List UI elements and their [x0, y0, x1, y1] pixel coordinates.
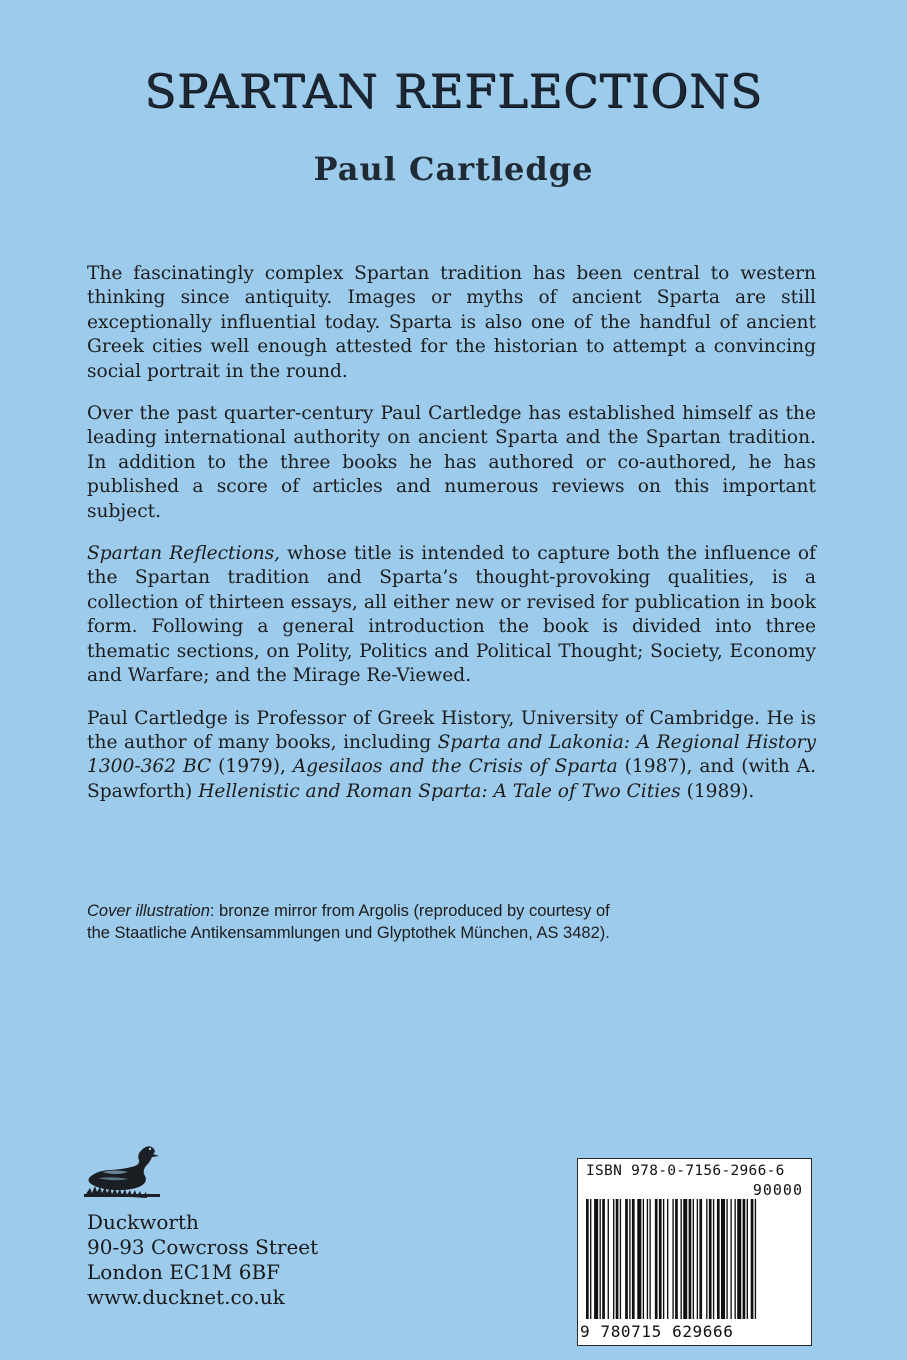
- book-author: Paul Cartledge: [313, 150, 594, 188]
- isbn-number: ISBN 978-0-7156-2966-6: [586, 1163, 785, 1179]
- blurb-paragraph-1: The fascinatingly complex Spartan tradition has been central to western thinking since antiquity. Images or myths of ancient Sparta are still exceptionally influential today. Sparta is also one of the handful of ancient Greek cities well enough attested for the historian to attempt a convincing social portrait in the round.: [87, 263, 816, 382]
- barcode-bar: [730, 1199, 731, 1319]
- barcode-bars: [584, 1199, 804, 1319]
- bio-text-a: Paul Cartledge is Professor of Greek History, University of Cambridge. He is the author of many books, including: [87, 707, 816, 753]
- barcode-bar: [659, 1199, 662, 1319]
- bio-text-e: (1987), and (with A. Spawforth): [87, 756, 817, 802]
- book-ref-hellenistic-roman: Hellenistic and Roman Sparta: A Tale of Two Cities: [198, 780, 681, 802]
- barcode-bar: [726, 1199, 727, 1319]
- barcode-bar: [735, 1199, 736, 1319]
- barcode-bar: [672, 1199, 673, 1319]
- book-title: SPARTAN REFLECTIONS: [144, 64, 763, 118]
- barcode-bar: [602, 1199, 605, 1319]
- barcode-bar: [637, 1199, 641, 1319]
- barcode-bar: [683, 1199, 687, 1319]
- barcode-bar: [699, 1199, 702, 1319]
- barcode-bar: [706, 1199, 707, 1319]
- barcode-bar: [647, 1199, 648, 1319]
- barcode-bar: [743, 1199, 746, 1319]
- barcode-bar: [667, 1199, 668, 1319]
- barcode-bar: [620, 1199, 621, 1319]
- barcode-bar: [600, 1199, 601, 1319]
- barcode-bar: [625, 1199, 628, 1319]
- barcode-bar: [643, 1199, 644, 1319]
- barcode-bar: [632, 1199, 635, 1319]
- barcode-bar: [675, 1199, 678, 1319]
- blurb-paragraph-3: [87, 542, 816, 688]
- isbn-barcode: [577, 1158, 812, 1346]
- barcode-bar: [663, 1199, 664, 1319]
- barcode-bar: [721, 1199, 725, 1319]
- blurb-paragraph-3-text: whose title is intended to capture both the influence of the Spartan tradition and Sparta’s thought-provoking qualities, is a collection of thirteen essays, all either new or revised for publication in book form. Following a general introduction the book is divided into three thematic sections, on Polity, Politics and Political Thought; Society, Economy and Warfare; and the Mirage Re-Viewed.: [87, 543, 817, 687]
- cover-illustration-caption: [87, 901, 627, 944]
- barcode-bar: [649, 1199, 650, 1319]
- blurb-paragraph-4: [87, 707, 816, 805]
- bio-text-c: (1979),: [211, 756, 293, 778]
- barcode-bar: [737, 1199, 741, 1319]
- barcode-bar: [693, 1199, 694, 1319]
- caption-label: Cover illustration: [87, 902, 210, 920]
- barcode-bar: [613, 1199, 614, 1319]
- book-title-italic: Spartan Reflections,: [87, 543, 281, 565]
- bio-text-g: (1989).: [680, 780, 755, 802]
- barcode-bar: [629, 1199, 630, 1319]
- barcode-bar: [608, 1199, 609, 1319]
- barcode-bar: [616, 1199, 619, 1319]
- blurb: [87, 262, 816, 822]
- barcode-digits: 9 780715 629666: [580, 1322, 734, 1341]
- book-ref-agesilaos: Agesilaos and the Crisis of Sparta: [292, 756, 618, 778]
- barcode-bar: [751, 1199, 754, 1319]
- duck-logo-icon: [82, 1138, 162, 1202]
- barcode-bar: [713, 1199, 714, 1319]
- publisher-city: London EC1M 6BF: [87, 1260, 281, 1284]
- blurb-paragraph-2: Over the past quarter-century Paul Cartledge has established himself as the leading international authority on ancient Sparta and the Spartan tradition. In addition to the three books he has authored or co-authored, he has published a score of articles and numerous reviews on this important subject.: [87, 403, 816, 522]
- barcode-bar: [681, 1199, 682, 1319]
- barcode-bar: [590, 1199, 591, 1319]
- barcode-bar: [689, 1199, 692, 1319]
- barcode-bar: [755, 1199, 756, 1319]
- publisher-name: Duckworth: [87, 1210, 199, 1234]
- barcode-bar: [747, 1199, 748, 1319]
- barcode-bar: [697, 1199, 698, 1319]
- barcode-bar: [717, 1199, 720, 1319]
- publisher-street: 90-93 Cowcross Street: [87, 1235, 319, 1259]
- publisher-address: [87, 1210, 318, 1310]
- caption-text: : bronze mirror from Argolis (reproduced by courtesy of the Staatliche Antikensammlungen und Glyptothek München, AS 3482).: [87, 902, 610, 942]
- barcode-bar: [655, 1199, 658, 1319]
- price-code: 90000: [752, 1181, 803, 1199]
- publisher-website: www.ducknet.co.uk: [87, 1285, 285, 1309]
- barcode-bar: [586, 1199, 589, 1319]
- barcode-bar: [709, 1199, 712, 1319]
- barcode-bar: [594, 1199, 598, 1319]
- book-ref-sparta-lakonia: Sparta and Lakonia: A Regional History 1300-362 BC: [87, 731, 816, 778]
